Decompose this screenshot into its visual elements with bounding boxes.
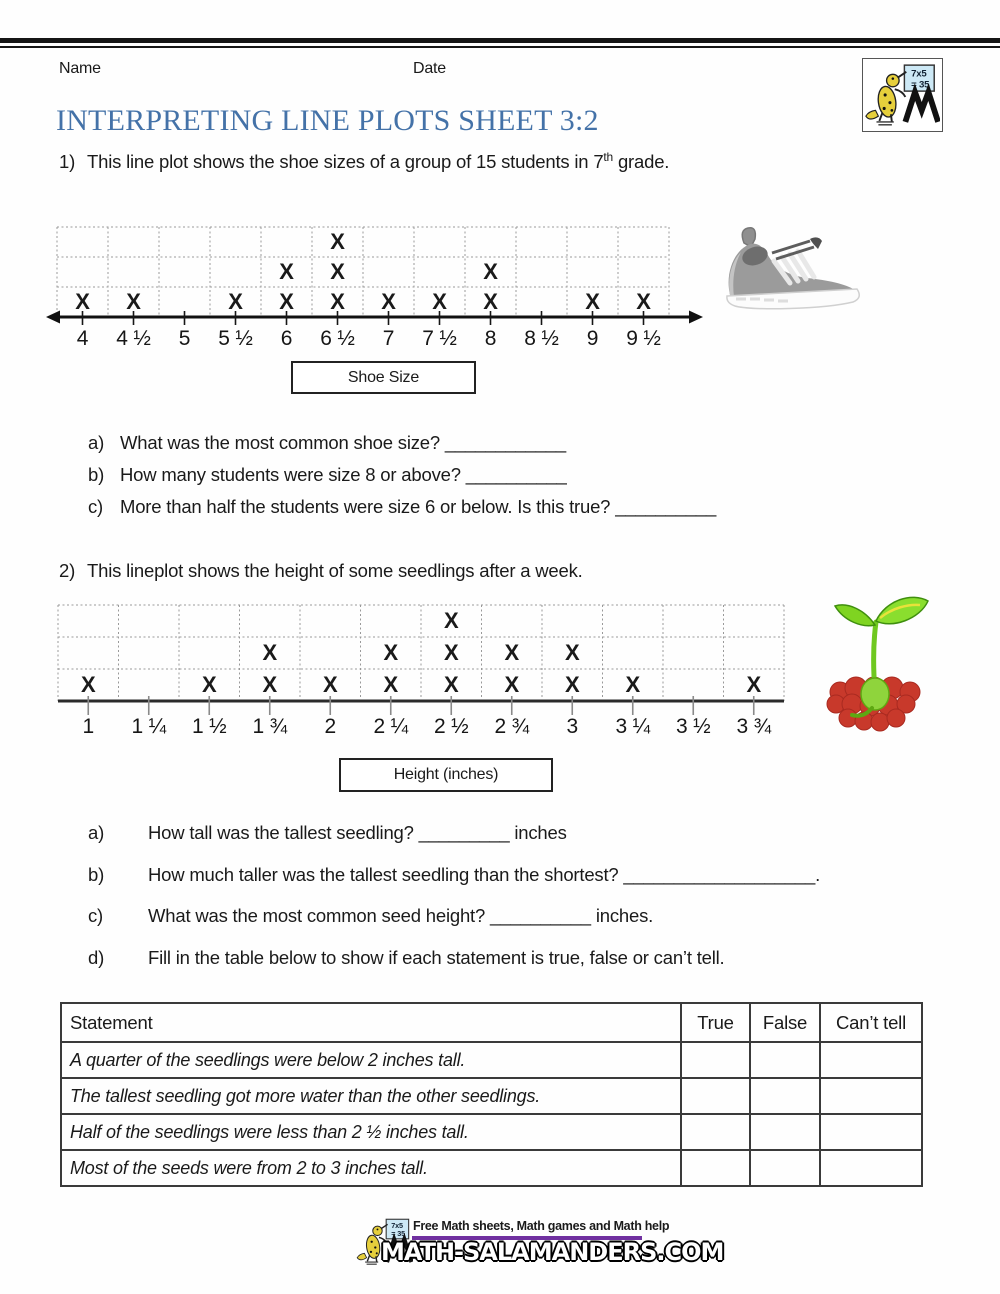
salamander-logo-icon (863, 59, 940, 129)
question-1-number: 1) (59, 151, 76, 173)
shoe-size-line-plot (44, 224, 706, 356)
tick-label: 2 (324, 715, 336, 738)
statement-table (60, 1002, 923, 1187)
question-2d: d) Fill in the table below to show if each statement is true, false or can’t tell. (88, 947, 725, 968)
x-mark: X (323, 672, 338, 697)
x-mark: X (381, 289, 396, 314)
answer-cell-false (750, 1078, 820, 1114)
x-mark: X (202, 672, 217, 697)
top-rule-thick (0, 38, 1000, 43)
x-mark: X (383, 640, 398, 665)
answer-cell-false (750, 1150, 820, 1186)
col-cant-tell: Can’t tell (820, 1003, 922, 1042)
tick-label: 7 (382, 327, 395, 350)
tick-label: 3 (566, 715, 578, 738)
x-mark: X (279, 289, 294, 314)
footer-site-wordmark: MATH-SALAMANDERS.COM (381, 1238, 724, 1266)
math-salamanders-logo (862, 58, 943, 132)
tick-label: 1 ¾ (252, 715, 287, 738)
tick-label: 2 ¼ (373, 715, 408, 738)
x-mark: X (262, 640, 277, 665)
answer-cell-false (750, 1114, 820, 1150)
table-row (61, 1114, 922, 1150)
footer-tagline: Free Math sheets, Math games and Math help (413, 1219, 670, 1233)
question-2-number: 2) (59, 560, 76, 581)
name-label: Name (59, 60, 101, 77)
tick-label: 5 (178, 327, 191, 350)
seedling-height-line-plot (55, 602, 791, 744)
tick-label: 6 ½ (320, 327, 355, 350)
answer-cell-true (681, 1150, 750, 1186)
tick-label: 7 ½ (422, 327, 457, 350)
tick-label: 8 (484, 327, 497, 350)
tick-label: 1 ½ (192, 715, 227, 738)
question-2c: c) What was the most common seed height? __________ inches. (88, 905, 654, 926)
x-mark: X (483, 289, 498, 314)
col-statement: Statement (61, 1003, 681, 1042)
tick-label: 4 ½ (116, 327, 151, 350)
sneaker-image (714, 219, 866, 315)
tick-label: 9 ½ (626, 327, 661, 350)
tick-label: 3 ¼ (615, 715, 650, 738)
plot1-axis-label-box: Shoe Size (291, 361, 476, 394)
tick-label: 2 ¾ (494, 715, 529, 738)
answer-cell-cant-tell (820, 1150, 922, 1186)
question-1b: b) How many students were size 8 or above? __________ (88, 464, 567, 485)
axis-arrow-right (689, 311, 703, 324)
x-mark: X (228, 289, 243, 314)
question-2a: a) How tall was the tallest seedling? _________ inches (88, 822, 567, 843)
x-mark: X (330, 289, 345, 314)
answer-cell-false (750, 1042, 820, 1078)
tick-label: 2 ½ (434, 715, 469, 738)
x-mark: X (444, 640, 459, 665)
answer-cell-cant-tell (820, 1042, 922, 1078)
x-mark: X (81, 672, 96, 697)
answer-cell-true (681, 1042, 750, 1078)
x-mark: X (262, 672, 277, 697)
tick-label: 3 ½ (676, 715, 711, 738)
statement-cell: The tallest seedling got more water than the other seedlings. (61, 1078, 681, 1114)
statement-cell: Most of the seeds were from 2 to 3 inches tall. (61, 1150, 681, 1186)
plot2-axis-label-box: Height (inches) (339, 758, 553, 792)
x-mark: X (75, 289, 90, 314)
question-1c: c) More than half the students were size 6 or below. Is this true? __________ (88, 496, 717, 517)
table-row (61, 1150, 922, 1186)
x-mark: X (504, 640, 519, 665)
tick-label: 5 ½ (218, 327, 253, 350)
x-mark: X (383, 672, 398, 697)
x-mark: X (330, 259, 345, 284)
tick-label: 1 ¼ (131, 715, 166, 738)
x-mark: X (746, 672, 761, 697)
x-mark: X (504, 672, 519, 697)
x-mark: X (483, 259, 498, 284)
x-mark: X (444, 672, 459, 697)
col-true: True (681, 1003, 750, 1042)
x-mark: X (126, 289, 141, 314)
x-mark: X (444, 608, 459, 633)
tick-label: 9 (586, 327, 599, 350)
statement-cell: A quarter of the seedlings were below 2 inches tall. (61, 1042, 681, 1078)
question-2b: b) How much taller was the tallest seedling than the shortest? ___________________. (88, 864, 821, 885)
date-label: Date (413, 60, 446, 77)
table-row (61, 1042, 922, 1078)
x-mark: X (625, 672, 640, 697)
question-2-text: 2) This lineplot shows the height of some seedlings after a week. (59, 560, 583, 581)
x-mark: X (565, 640, 580, 665)
tick-label: 3 ¾ (736, 715, 771, 738)
question-1a: a) What was the most common shoe size? ____________ (88, 432, 566, 453)
tick-label: 6 (280, 327, 293, 350)
x-mark: X (585, 289, 600, 314)
answer-cell-true (681, 1114, 750, 1150)
page-title: INTERPRETING LINE PLOTS SHEET 3:2 (56, 104, 599, 137)
table-row (61, 1078, 922, 1114)
seedling-image (818, 592, 934, 734)
question-1-text: 1) This line plot shows the shoe sizes of a group of 15 students in 7th grade. (59, 150, 670, 173)
table-header-row (61, 1003, 922, 1042)
statement-cell: Half of the seedlings were less than 2 ½ inches tall. (61, 1114, 681, 1150)
col-false: False (750, 1003, 820, 1042)
answer-cell-cant-tell (820, 1114, 922, 1150)
tick-label: 8 ½ (524, 327, 559, 350)
answer-cell-true (681, 1078, 750, 1114)
axis-arrow-left (46, 311, 60, 324)
top-rule-thin (0, 46, 1000, 48)
answer-cell-cant-tell (820, 1078, 922, 1114)
tick-label: 4 (76, 327, 89, 350)
x-mark: X (432, 289, 447, 314)
x-mark: X (279, 259, 294, 284)
tick-label: 1 (82, 715, 94, 738)
x-mark: X (330, 229, 345, 254)
x-mark: X (565, 672, 580, 697)
x-mark: X (636, 289, 651, 314)
